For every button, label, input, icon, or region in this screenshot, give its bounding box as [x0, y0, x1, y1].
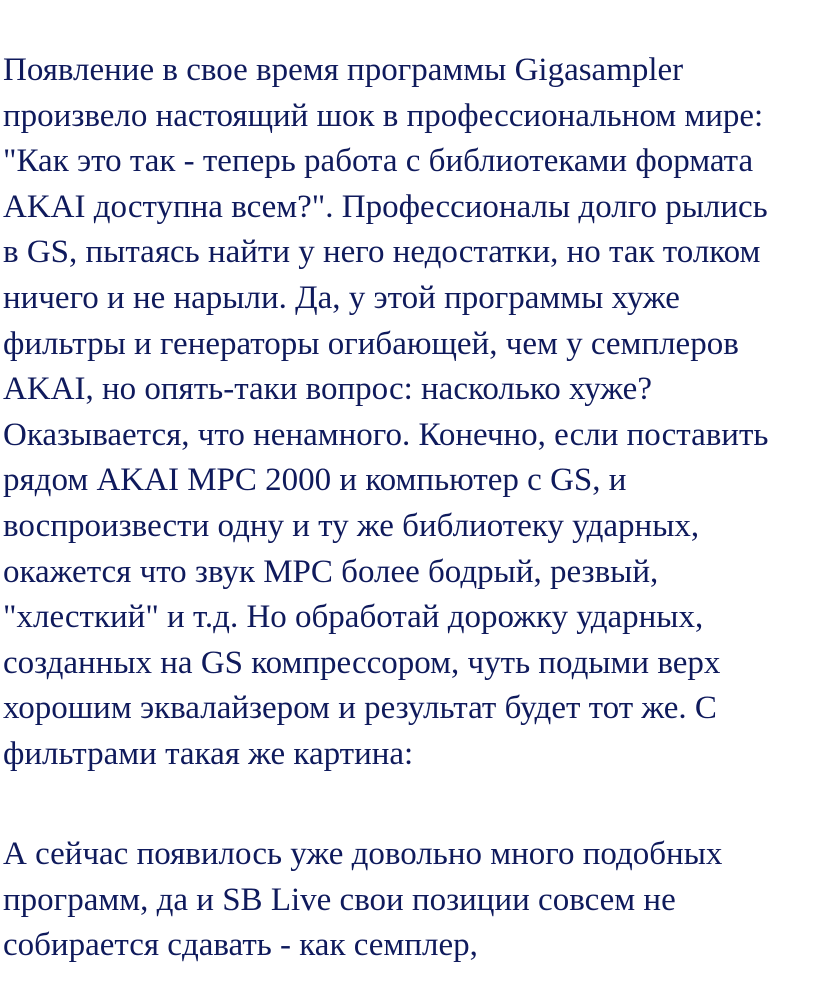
text-line: рядом AKAI MPC 2000 и компьютер с GS, и: [3, 462, 627, 499]
text-line: фильтры и генераторы огибающей, чем у семплеров: [3, 325, 739, 362]
text-line: окажется что звук MPC более бодрый, резвый,: [3, 553, 659, 590]
text-line: произвело настоящий шок в профессиональном мире:: [3, 97, 764, 134]
text-line: Оказывается, что ненамного. Конечно, если поставить: [3, 416, 769, 453]
text-line: воспроизвести одну и ту же библиотеку ударных,: [3, 507, 700, 544]
text-line: созданных на GS компрессором, чуть подыми верх: [3, 644, 721, 681]
text-line: фильтрами такая же картина:: [3, 735, 414, 772]
text-line: программ, да и SB Live свои позиции совсем не: [3, 881, 676, 918]
text-line: ничего и не нарыли. Да, у этой программы хуже: [3, 279, 680, 316]
text-line: AKAI доступна всем?". Профессионалы долго рылись: [3, 188, 768, 225]
text-line: А сейчас появилось уже довольно много подобных: [3, 836, 723, 872]
paragraph-1: [3, 48, 768, 778]
text-line: Появление в свое время программы Gigasampler: [3, 52, 684, 88]
text-line: "хлесткий" и т.д. Но обработай дорожку ударных,: [3, 599, 704, 636]
text-line: собирается сдавать - как семплер,: [3, 927, 478, 964]
text-line: "Как это так - теперь работа с библиотеками формата: [3, 143, 754, 180]
text-line: хорошим эквалайзером и результат будет тот же. С: [3, 690, 717, 727]
text-line: в GS, пытаясь найти у него недостатки, но так толком: [3, 234, 761, 271]
paragraph-2: [3, 832, 722, 969]
text-line: AKAI, но опять-таки вопрос: насколько хуже?: [3, 371, 652, 408]
